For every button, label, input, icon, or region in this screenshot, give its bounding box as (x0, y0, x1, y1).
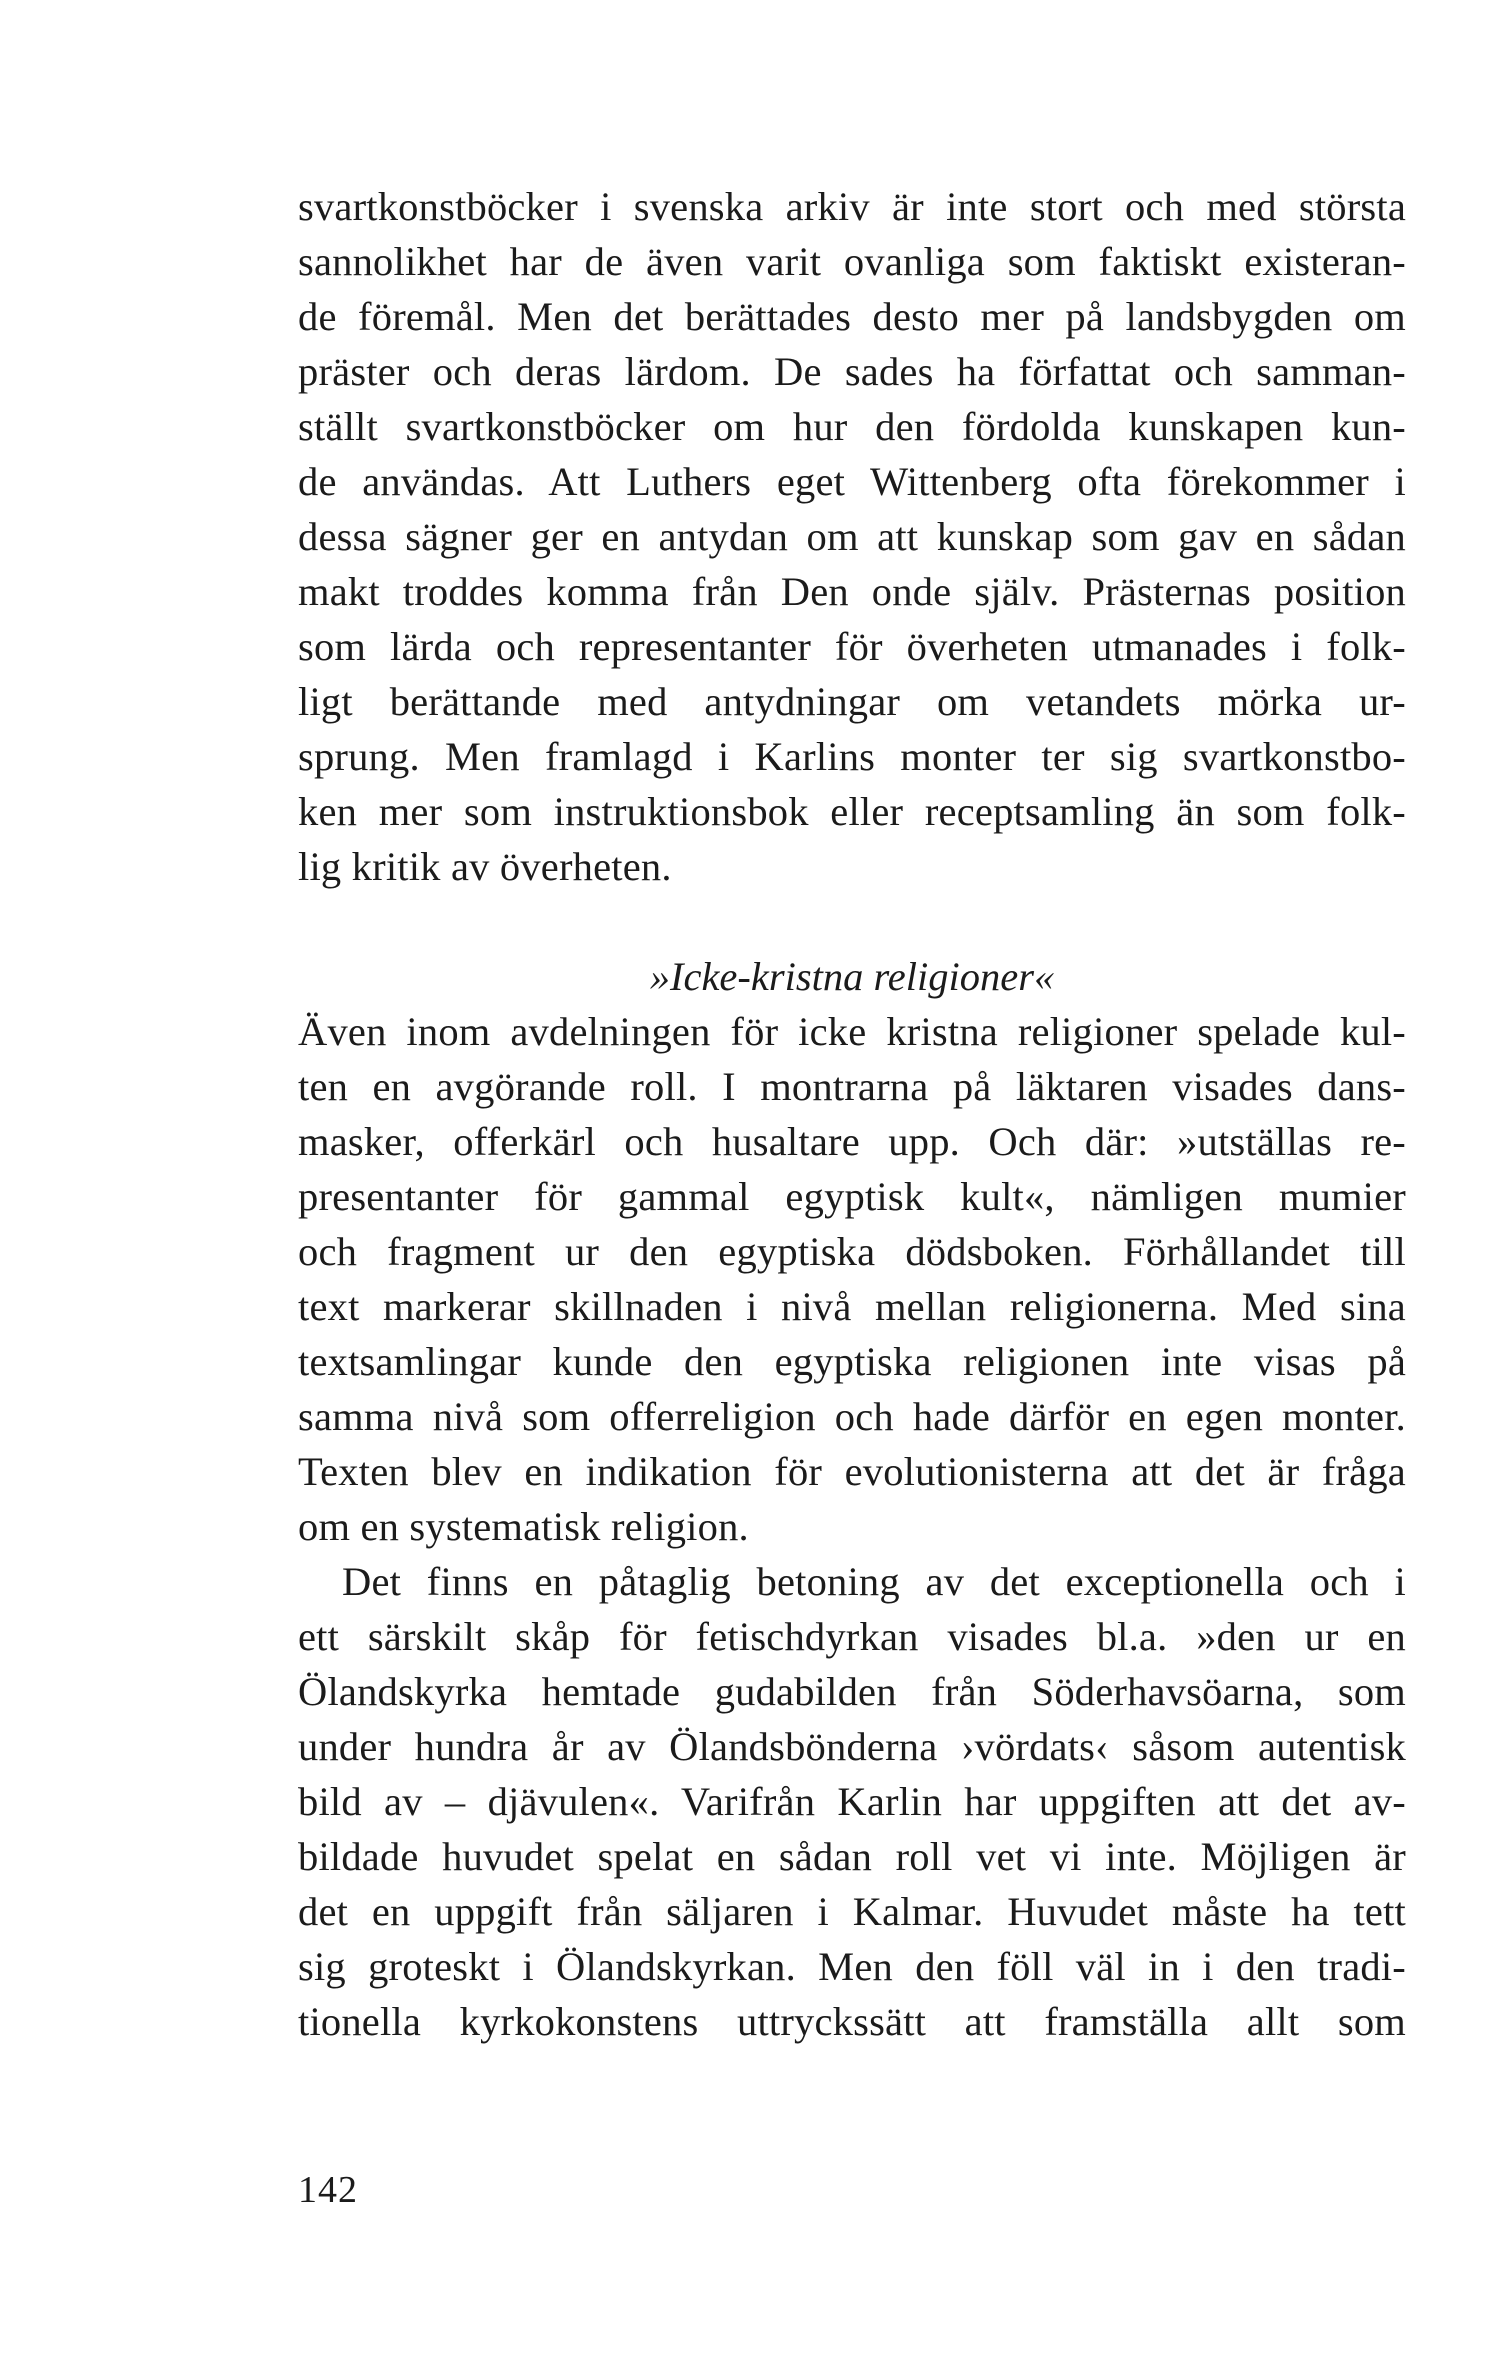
page-number: 142 (298, 2169, 358, 2211)
text-line: det en uppgift från säljaren i Kalmar. Huvudet måste ha tett (298, 1889, 1406, 1934)
text-line: Det finns en påtaglig betoning av det exceptionella och i (342, 1559, 1406, 1604)
text-line: tionella kyrkokonstens uttryckssätt att framställa allt som (298, 1999, 1406, 2044)
text-line: ken mer som instruktionsbok eller receptsamling än som folk- (298, 789, 1406, 834)
text-line: text markerar skillnaden i nivå mellan religionerna. Med sina (298, 1284, 1406, 1329)
text-line: Texten blev en indikation för evolutionisterna att det är fråga (298, 1449, 1406, 1494)
text-line: ett särskilt skåp för fetischdyrkan visades bl.a. »den ur en (298, 1614, 1406, 1659)
text-line: präster och deras lärdom. De sades ha författat och samman- (298, 349, 1406, 394)
text-line: presentanter för gammal egyptisk kult«, nämligen mumier (298, 1174, 1406, 1219)
text-line: Även inom avdelningen för icke kristna religioner spelade kul- (298, 1009, 1406, 1054)
text-line: bildade huvudet spelat en sådan roll vet vi inte. Möjligen är (298, 1834, 1406, 1879)
text-line: som lärda och representanter för överheten utmanades i folk- (298, 624, 1406, 669)
text-line: sig groteskt i Ölandskyrkan. Men den föll väl in i den tradi- (298, 1944, 1406, 1989)
section-heading: »Icke-kristna religioner« (649, 954, 1055, 999)
text-line: de användas. Att Luthers eget Wittenberg ofta förekommer i (298, 459, 1406, 504)
text-line: de föremål. Men det berättades desto mer på landsbygden om (298, 294, 1406, 339)
text-line: samma nivå som offerreligion och hade därför en egen monter. (298, 1394, 1406, 1439)
text-line: sannolikhet har de även varit ovanliga som faktiskt existeran- (298, 239, 1406, 284)
text-line: Ölandskyrka hemtade gudabilden från Söderhavsöarna, som (298, 1669, 1406, 1714)
text-line: ligt berättande med antydningar om vetandets mörka ur- (298, 679, 1406, 724)
text-line: och fragment ur den egyptiska dödsboken. Förhållandet till (298, 1229, 1406, 1274)
text-line: bild av – djävulen«. Varifrån Karlin har uppgiften att det av- (298, 1779, 1406, 1824)
text-line: masker, offerkärl och husaltare upp. Och där: »utställas re- (298, 1119, 1406, 1164)
text-line: dessa sägner ger en antydan om att kunskap som gav en sådan (298, 514, 1406, 559)
text-line: om en systematisk religion. (298, 1504, 749, 1549)
text-line: ten en avgörande roll. I montrarna på läktaren visades dans- (298, 1064, 1406, 1109)
text-line: under hundra år av Ölandsbönderna ›vördats‹ såsom autentisk (298, 1724, 1406, 1769)
text-line: textsamlingar kunde den egyptiska religionen inte visas på (298, 1339, 1406, 1384)
text-line: sprung. Men framlagd i Karlins monter ter sig svartkonstbo- (298, 734, 1406, 779)
text-line: svartkonstböcker i svenska arkiv är inte stort och med största (298, 184, 1406, 229)
text-line: lig kritik av överheten. (298, 844, 672, 889)
text-line: makt troddes komma från Den onde själv. Prästernas position (298, 569, 1406, 614)
text-line: ställt svartkonstböcker om hur den fördolda kunskapen kun- (298, 404, 1406, 449)
paragraph-1 (298, 179, 1406, 894)
paragraph-2-and-3 (298, 1004, 1406, 2049)
